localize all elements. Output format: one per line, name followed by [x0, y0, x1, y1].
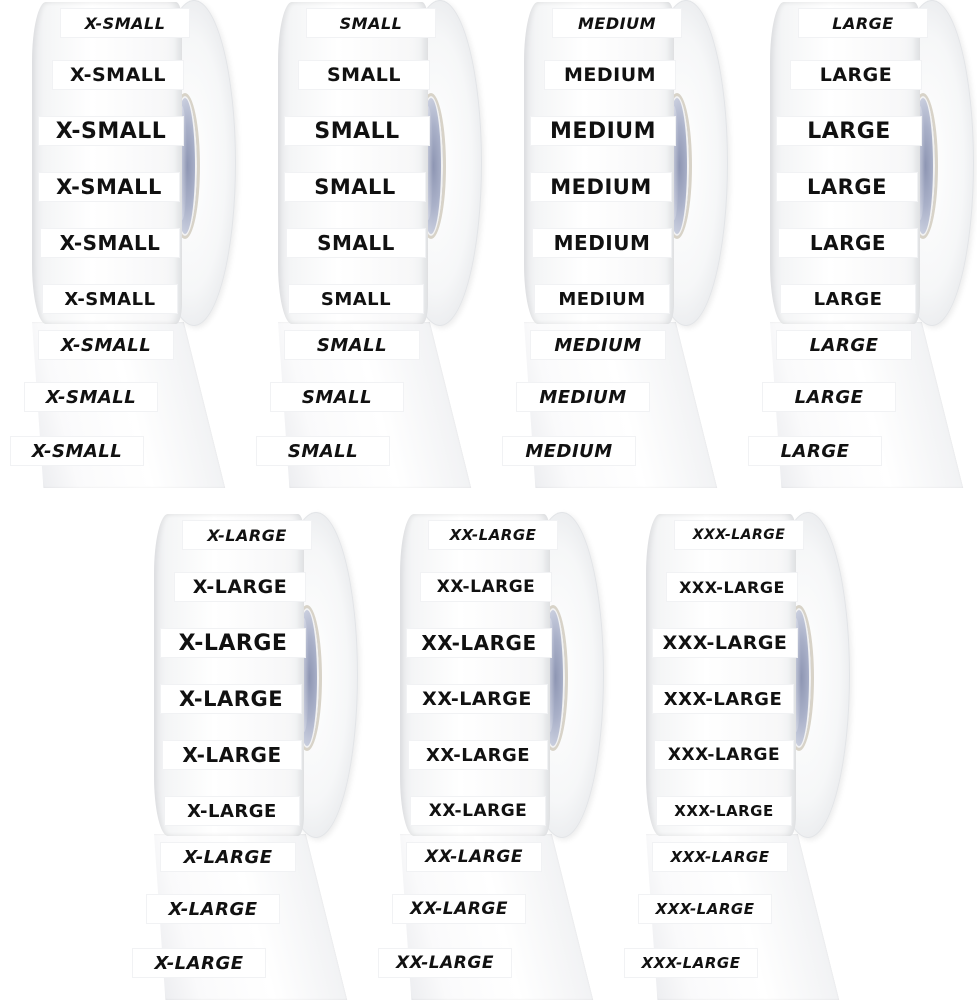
roll-medium — [494, 0, 734, 490]
size-label: X-SMALL — [42, 284, 178, 314]
roll-face — [32, 2, 182, 324]
size-label: XX-LARGE — [406, 842, 542, 872]
size-label: XXX-LARGE — [666, 572, 798, 602]
size-label: X-LARGE — [132, 948, 266, 978]
size-label: X-LARGE — [164, 796, 300, 826]
size-label: XX-LARGE — [392, 894, 526, 924]
size-label: X-LARGE — [160, 842, 296, 872]
size-label: X-SMALL — [38, 172, 180, 202]
size-label: SMALL — [284, 172, 426, 202]
size-label: X-LARGE — [160, 628, 306, 658]
size-label: XX-LARGE — [420, 572, 552, 602]
size-label: XX-LARGE — [408, 740, 548, 770]
size-label: SMALL — [288, 284, 424, 314]
size-label: XXX-LARGE — [652, 628, 798, 658]
roll-face — [770, 2, 920, 324]
size-label: X-SMALL — [38, 330, 174, 360]
size-label: LARGE — [776, 330, 912, 360]
size-label: X-LARGE — [182, 520, 312, 550]
size-label: X-SMALL — [24, 382, 158, 412]
size-label: X-SMALL — [52, 60, 184, 90]
size-label: MEDIUM — [516, 382, 650, 412]
roll-face — [646, 514, 796, 836]
size-label: X-LARGE — [146, 894, 280, 924]
roll-face — [278, 2, 428, 324]
size-label: MEDIUM — [502, 436, 636, 466]
size-label: X-SMALL — [40, 228, 180, 258]
size-label: XXX-LARGE — [652, 684, 794, 714]
size-label: LARGE — [780, 284, 916, 314]
size-label: X-SMALL — [60, 8, 190, 38]
size-label: SMALL — [270, 382, 404, 412]
size-label: X-SMALL — [38, 116, 184, 146]
size-label: XXX-LARGE — [674, 520, 804, 550]
roll-face — [400, 514, 550, 836]
size-label: MEDIUM — [544, 60, 676, 90]
size-label: MEDIUM — [530, 116, 676, 146]
size-label: LARGE — [776, 116, 922, 146]
size-label: XXX-LARGE — [654, 740, 794, 770]
size-label: XX-LARGE — [406, 684, 548, 714]
roll-x-large — [124, 512, 364, 1002]
size-label: XX-LARGE — [410, 796, 546, 826]
roll-xxx-large — [616, 512, 856, 1002]
size-label: SMALL — [286, 228, 426, 258]
size-label: XX-LARGE — [378, 948, 512, 978]
size-label: MEDIUM — [532, 228, 672, 258]
size-label: MEDIUM — [534, 284, 670, 314]
size-label: LARGE — [776, 172, 918, 202]
size-label: LARGE — [778, 228, 918, 258]
size-label: LARGE — [762, 382, 896, 412]
size-label: MEDIUM — [530, 172, 672, 202]
size-label: MEDIUM — [530, 330, 666, 360]
size-label: SMALL — [306, 8, 436, 38]
size-label: SMALL — [298, 60, 430, 90]
size-label: X-LARGE — [162, 740, 302, 770]
size-label: LARGE — [790, 60, 922, 90]
size-label: XXX-LARGE — [638, 894, 772, 924]
size-label: LARGE — [748, 436, 882, 466]
size-label: X-LARGE — [174, 572, 306, 602]
size-label: X-SMALL — [10, 436, 144, 466]
size-label: MEDIUM — [552, 8, 682, 38]
size-label: XXX-LARGE — [652, 842, 788, 872]
size-label: XXX-LARGE — [624, 948, 758, 978]
roll-x-small — [2, 0, 242, 490]
roll-small — [248, 0, 488, 490]
roll-large — [740, 0, 977, 490]
size-label: SMALL — [284, 330, 420, 360]
size-label: XX-LARGE — [428, 520, 558, 550]
size-label: LARGE — [798, 8, 928, 38]
size-label: XXX-LARGE — [656, 796, 792, 826]
roll-face — [524, 2, 674, 324]
roll-face — [154, 514, 304, 836]
size-label: XX-LARGE — [406, 628, 552, 658]
size-label: X-LARGE — [160, 684, 302, 714]
size-label: SMALL — [256, 436, 390, 466]
size-label: SMALL — [284, 116, 430, 146]
roll-xx-large — [370, 512, 610, 1002]
